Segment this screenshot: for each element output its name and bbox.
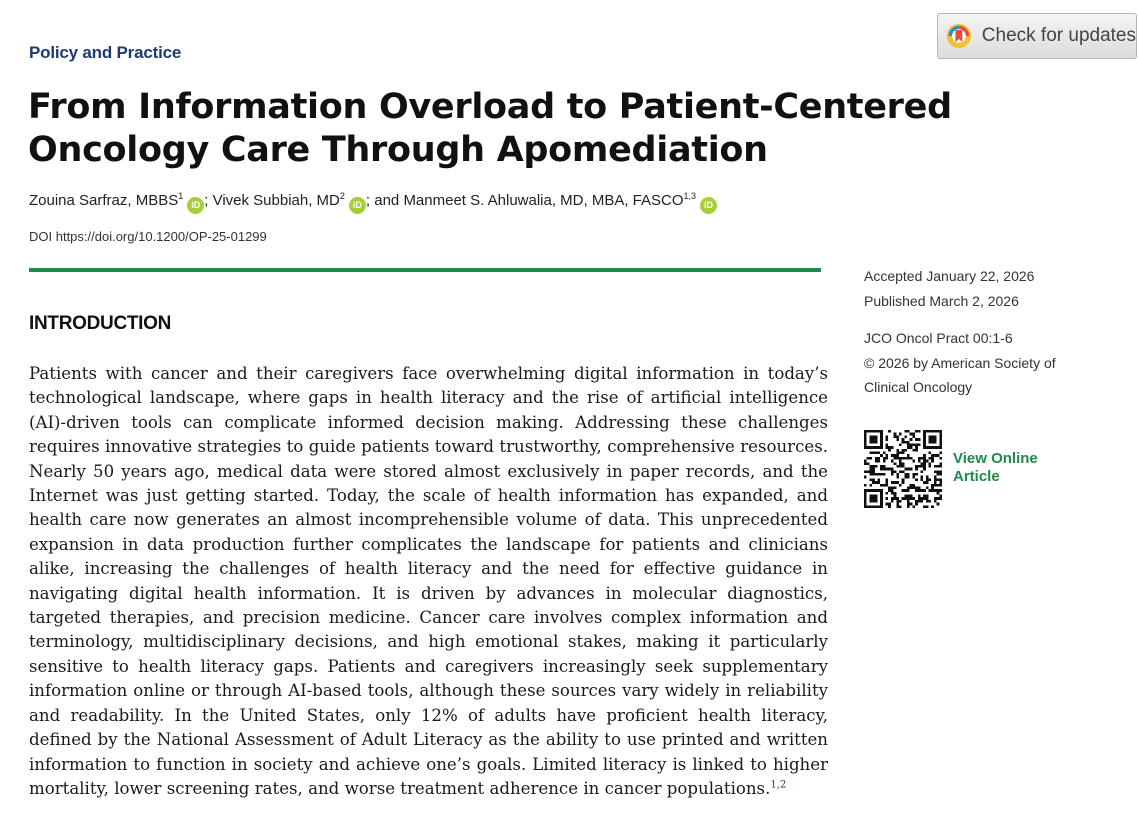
author-name[interactable]: Zouina Sarfraz, MBBS	[29, 192, 179, 209]
orcid-icon[interactable]: iD	[700, 197, 717, 214]
view-online-label: Article	[953, 468, 1000, 485]
author-separator: ; and	[365, 192, 404, 209]
orcid-icon[interactable]: iD	[349, 197, 366, 214]
author-affiliation: 1,3	[683, 191, 697, 201]
section-label: Policy and Practice	[29, 43, 182, 62]
doi-link[interactable]: DOI https://doi.org/10.1200/OP-25-01299	[29, 229, 267, 244]
body-text: Patients with cancer and their caregivers face overwhelming digital information in today’s technological landscape, where gaps in health literacy and the rise of artificial intelligence (AI)-driven tools can complicate informed decision making. Addressing these challenges requires innovative strategies to guide patients toward trustworthy, comprehensive resources. Nearly 50 years ago, medical data were stored almost exclusively in paper records, and the Internet was just getting started. Today, the scale of health information has expanded, and health care now generates an almost incomprehensible volume of data. This unprecedented expansion in data production further complicates the landscape for patients and clinicians alike, increasing the challenges of health literacy and the need for effective guidance in navigating digital health information. It is driven by advances in molecular diagnostics, targeted therapies, and precision medicine. Cancer care involves complex information and terminology, multidisciplinary decisions, and high emotional stakes, making it particularly sensitive to health literacy gaps. Patients and caregivers increasingly seek supplementary information online or through AI-based tools, although these sources vary widely in reliability and readability. In the United States, only 12% of adults have proficient health literacy, defined by the National Assessment of Adult Literacy as the ability to use printed and written information to function in society and achieve one’s goals. Limited literacy is linked to higher mortality, lower screening rates, and worse treatment adherence in cancer populations.	[29, 364, 828, 798]
orcid-icon[interactable]: iD	[187, 197, 204, 214]
author-list	[29, 190, 849, 214]
author-separator: ;	[204, 192, 213, 209]
check-for-updates-button[interactable]	[937, 13, 1137, 59]
published-date: Published March 2, 2026	[864, 292, 1019, 309]
check-for-updates-label: Check for updates	[981, 25, 1136, 46]
divider-rule	[29, 268, 821, 272]
article-title: From Information Overload to Patient-Centered Oncology Care Through Apomediation	[28, 87, 952, 170]
reference-citation[interactable]: 1,2	[770, 779, 787, 791]
article-dates	[864, 264, 1124, 313]
view-online-article-link[interactable]	[953, 450, 1038, 486]
journal-citation: JCO Oncol Pract 00:1-6	[864, 330, 1013, 346]
qr-code-icon[interactable]	[864, 430, 942, 508]
section-heading: INTRODUCTION	[29, 313, 172, 334]
author-affiliation: 1	[178, 191, 184, 201]
copyright-line: Clinical Oncology	[864, 379, 973, 395]
accepted-date: Accepted January 22, 2026	[864, 268, 1035, 284]
crossmark-icon	[946, 21, 972, 51]
journal-info	[864, 326, 1124, 400]
copyright-line: © 2026 by American Society of	[864, 354, 1056, 371]
author-affiliation: 2	[339, 191, 345, 201]
body-paragraph	[29, 362, 828, 801]
author-name[interactable]: Manmeet S. Ahluwalia, MD, MBA, FASCO	[403, 192, 684, 209]
view-online-label: View Online	[953, 450, 1038, 467]
author-name[interactable]: Vivek Subbiah, MD	[212, 192, 340, 209]
